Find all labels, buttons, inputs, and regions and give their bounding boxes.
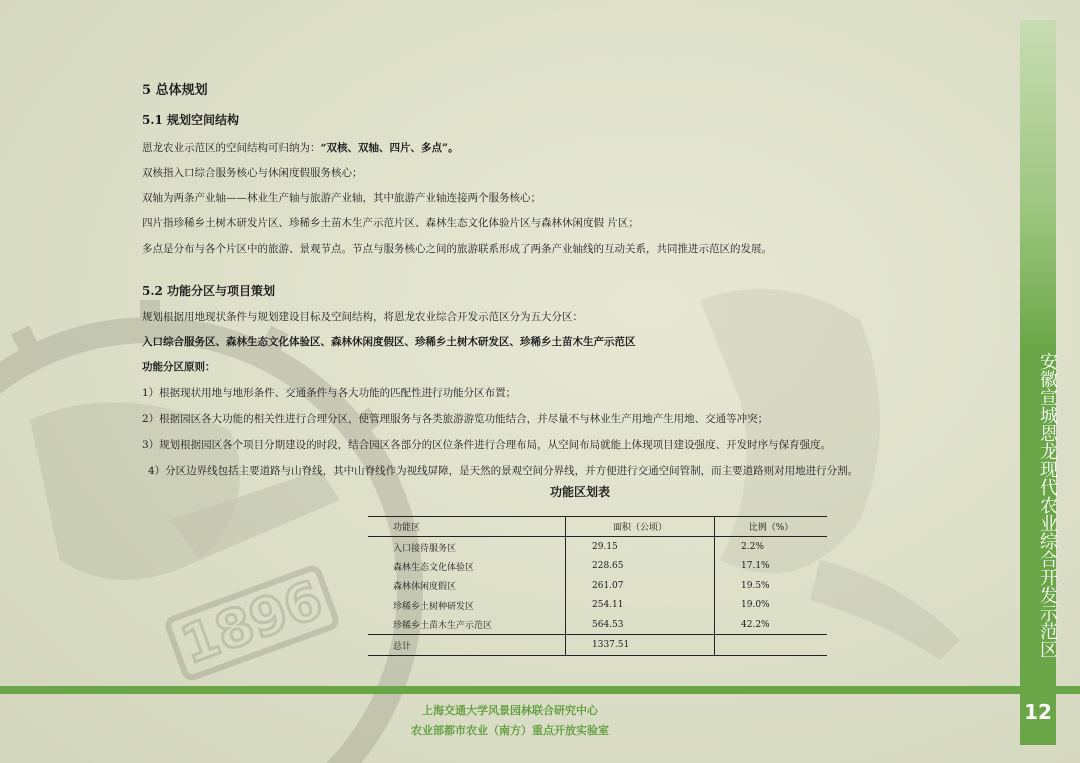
section-5-2-intro: 规划根据用地现状条件与规划建设目标及空间结构，将恩龙农业综合开发示范区分为五大分区： bbox=[142, 311, 583, 323]
principle-item: 4）分区边界线包括主要道路与山脊线，其中山脊线作为视线屏障，是天然的景观空间分界线，并方便进行交通空间管制，而主要道路则对用地进行分割。 bbox=[148, 465, 859, 477]
table-row bbox=[368, 557, 827, 576]
section-5-1-title: 5.1 规划空间结构 bbox=[142, 113, 240, 127]
zone-ratio: 42.2% bbox=[715, 615, 828, 635]
principle-item: 2）根据园区各大功能的相关性进行合理分区，使管理服务与各类旅游游览功能结合，并尽量不与林业生产用地产生用地、交通等冲突； bbox=[142, 413, 769, 425]
zone-ratio: 19.5% bbox=[715, 576, 828, 595]
zone-area: 228.65 bbox=[566, 557, 715, 576]
table-header-row bbox=[368, 517, 827, 537]
zone-ratio: 2.2% bbox=[715, 537, 828, 557]
principles-title: 功能分区原则： bbox=[142, 361, 216, 373]
zone-area: 261.07 bbox=[566, 576, 715, 595]
table-row bbox=[368, 537, 827, 557]
footer-divider bbox=[0, 686, 1080, 694]
table-caption: 功能区划表 bbox=[549, 485, 610, 499]
side-bar-gradient bbox=[1020, 20, 1056, 350]
zone-area: 564.53 bbox=[566, 615, 715, 635]
structure-line: 双核指入口综合服务核心与休闲度假服务核心； bbox=[142, 167, 363, 179]
zone-name: 入口接待服务区 bbox=[393, 543, 457, 554]
header-ratio: 比例（%） bbox=[715, 517, 828, 537]
table-row bbox=[368, 576, 827, 595]
zone-name: 森林生态文化体验区 bbox=[393, 562, 475, 573]
footer-institution: 上海交通大学风景园林联合研究中心 bbox=[422, 704, 598, 717]
table-total-row bbox=[368, 635, 827, 655]
intro-emphasis: “双核、双轴、四片、多点”。 bbox=[320, 142, 459, 154]
table-row bbox=[368, 615, 827, 635]
total-label: 总计 bbox=[393, 641, 412, 652]
total-ratio bbox=[715, 635, 828, 655]
zone-ratio: 17.1% bbox=[715, 557, 828, 576]
section-heading: 5 总体规划 bbox=[142, 83, 208, 98]
intro-text: 恩龙农业示范区的空间结构可归纳为： bbox=[142, 142, 321, 154]
footer-lab: 农业部都市农业（南方）重点开放实验室 bbox=[411, 724, 609, 737]
zone-list: 入口综合服务区、森林生态文化体验区、森林休闲度假区、珍稀乡土树木研发区、珍稀乡土苗木生产示范区 bbox=[142, 336, 636, 348]
zone-name: 珍稀乡土树种研发区 bbox=[393, 601, 475, 612]
principle-item: 3）规划根据园区各个项目分期建设的时段，结合园区各部分的区位条件进行合理布局，从空间布局就能上体现项目建设强度、开发时序与保育强度。 bbox=[142, 439, 832, 451]
zone-area: 29.15 bbox=[566, 537, 715, 557]
header-zone: 功能区 bbox=[393, 523, 421, 534]
zone-name: 森林休闲度假区 bbox=[393, 582, 457, 593]
structure-line: 四片指珍稀乡土树木研发片区、珍稀乡土苗木生产示范片区、森林生态文化体验片区与森林休闲度假 片区； bbox=[142, 217, 639, 229]
watermark-year: 1896 bbox=[173, 570, 331, 676]
section-5-1-intro bbox=[142, 140, 459, 155]
zone-ratio: 19.0% bbox=[715, 596, 828, 615]
zone-name: 珍稀乡土苗木生产示范区 bbox=[393, 621, 493, 632]
zone-area-table bbox=[368, 516, 827, 656]
structure-line: 双轴为两条产业轴——林业生产轴与旅游产业轴，其中旅游产业轴连接两个服务核心； bbox=[142, 192, 541, 204]
side-project-title: 安徽宣城恩龙现代农业综合开发示范区 bbox=[1037, 352, 1058, 658]
page-number: 12 bbox=[1024, 700, 1052, 724]
structure-line: 多点是分布与各个片区中的旅游、景观节点。节点与服务核心之间的旅游联系形成了两条产业轴线的互动关系，共同推进示范区的发展。 bbox=[142, 243, 772, 255]
header-area: 面积（公顷） bbox=[566, 517, 715, 537]
zone-area: 254.11 bbox=[566, 596, 715, 615]
table-row bbox=[368, 596, 827, 615]
total-area: 1337.51 bbox=[566, 635, 715, 655]
principle-item: 1）根据现状用地与地形条件、交通条件与各大功能的匹配性进行功能分区布置； bbox=[142, 387, 517, 399]
section-5-2-title: 5.2 功能分区与项目策划 bbox=[142, 284, 276, 298]
